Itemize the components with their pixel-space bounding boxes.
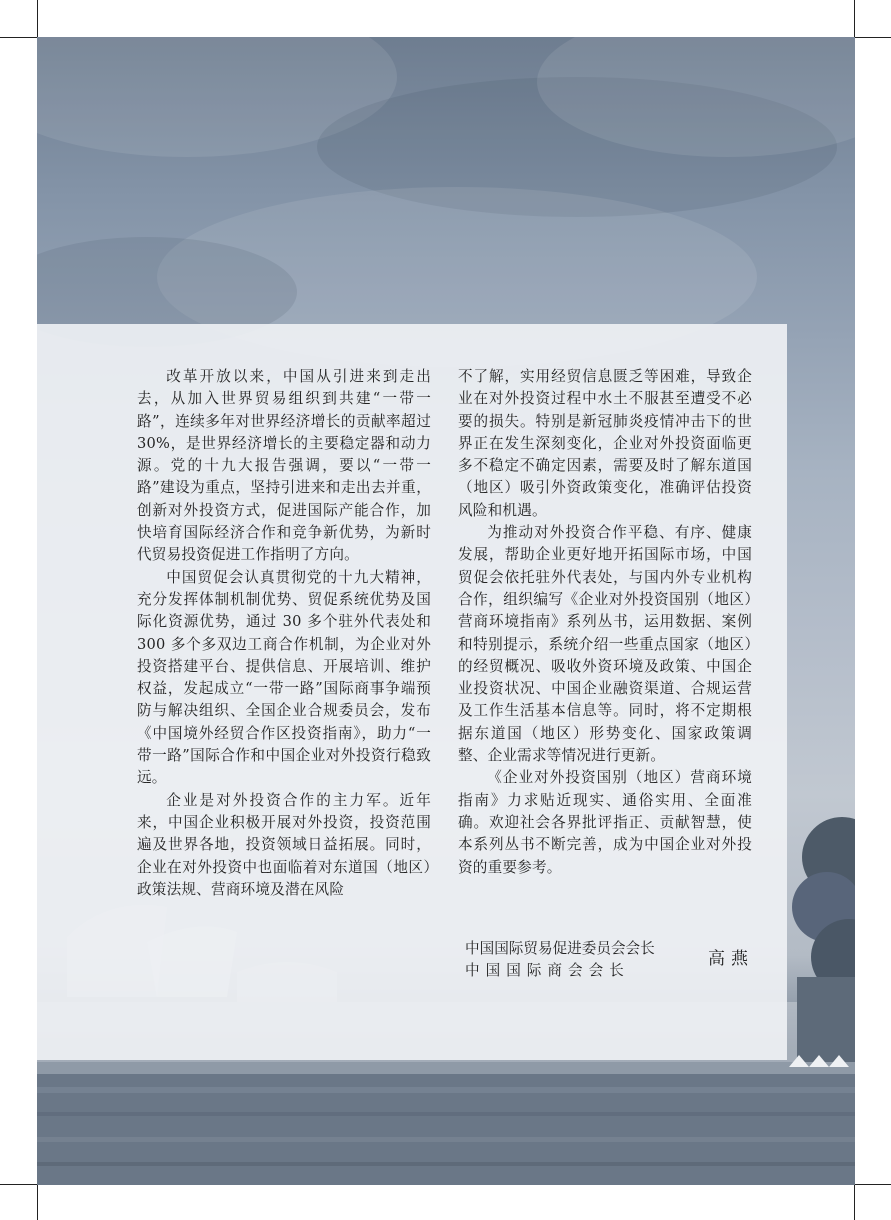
paragraph: 改革开放以来，中国从引进来到走出去，从加入世界贸易组织到共建“一带一路”，连续多年对世界经济增长的贡献率超过 30%，是世界经济增长的主要稳定器和动力源。党的十九大报告强调，要以“一带一路”建设为重点，坚持引进来和走出去并重，创新对外投资方式，促进国际产能合作，加快培育国际经济合作和竞争新优势，为新时代贸易投资促进工作指明了方向。 — [137, 368, 431, 564]
paragraph: 中国贸促会认真贯彻党的十九大精神，充分发挥体制机制优势、贸促系统优势及国际化资源优势，通过 30 多个驻外代表处和 300 多个多双边工商合作机制，为企业对外投资搭建平台、提供信息、开展培训、维护权益，发起成立“一带一路”国际商事争端预防与解决组织、全国企业合规委员会，发布《中国境外经贸合作区投资指南》，助力“一带一路”国际合作和中国企业对外投资行稳致远。 — [137, 568, 431, 787]
paragraph: 不了解，实用经贸信息匮乏等困难，导致企业在对外投资过程中水土不服甚至遭受不必要的损失。特别是新冠肺炎疫情冲击下的世界正在发生深刻变化，企业对外投资面临更多不稳定不确定因素，需要及时了解东道国（地区）吸引外资政策变化，准确评估投资风险和机遇。 — [458, 368, 752, 519]
text-column-right — [458, 366, 752, 879]
signature-title-1: 中国国际贸易促进委员会会长 — [465, 940, 655, 957]
signature-name: 高燕 — [708, 949, 754, 969]
text-column-left — [137, 366, 431, 901]
signature-title-2: 中国国际商会会长 — [465, 962, 630, 979]
paragraph: 为推动对外投资合作平稳、有序、健康发展，帮助企业更好地开拓国际市场，中国贸促会依托驻外代表处，与国内外专业机构合作，组织编写《企业对外投资国别（地区）营商环境指南》系列丛书，运用数据、案例和特别提示，系统介绍一些重点国家（地区）的经贸概况、吸收外资环境及政策、中国企业投资状况、中国企业融资渠道、合规运营及工作生活基本信息等。同时，将不定期根据东道国（地区）形势变化、国家政策调整、企业需求等情况进行更新。 — [458, 524, 752, 765]
paragraph: 企业是对外投资合作的主力军。近年来，中国企业积极开展对外投资，投资范围遍及世界各地，投资领域日益拓展。同时，企业在对外投资中也面临着对东道国（地区）政策法规、营商环境及潜在风险 — [137, 791, 431, 898]
signature-block — [465, 938, 765, 982]
paragraph: 《企业对外投资国别（地区）营商环境指南》力求贴近现实、通俗实用、全面准确。欢迎社会各界批评指正、贡献智慧，使本系列丛书不断完善，成为中国企业对外投资的重要参考。 — [458, 769, 752, 876]
